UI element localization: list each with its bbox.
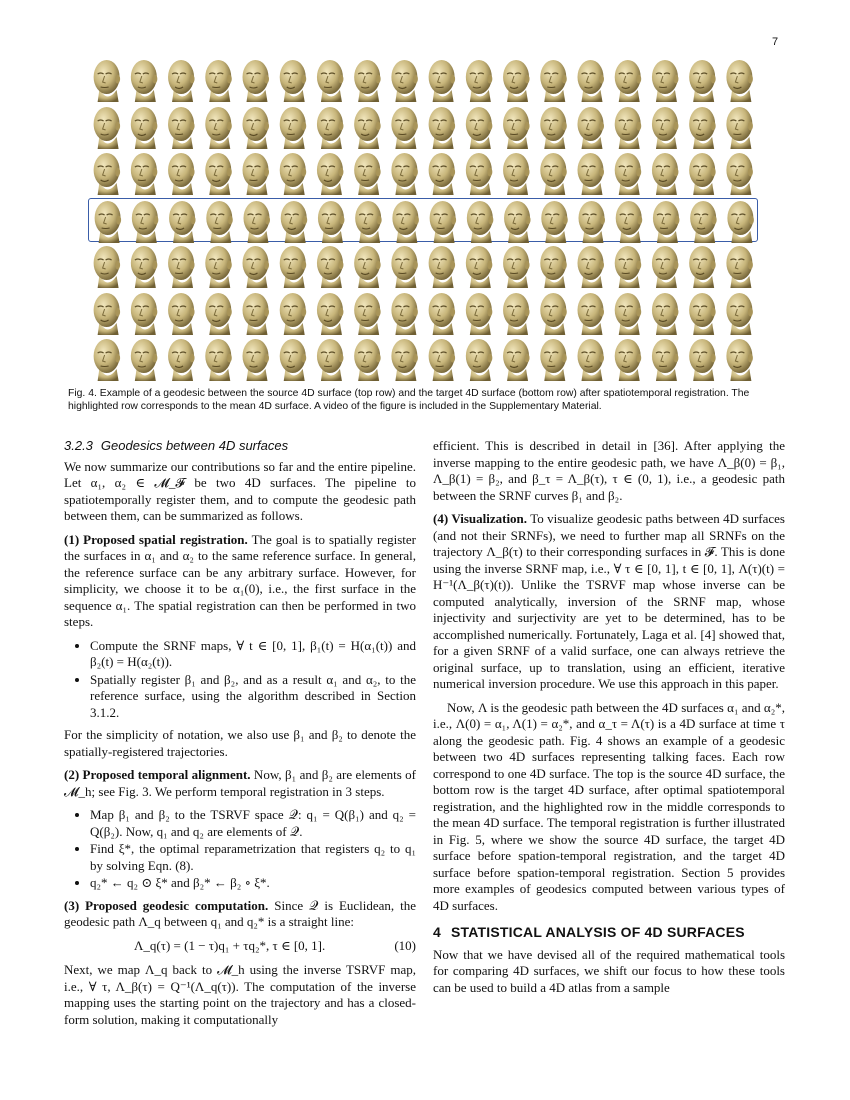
face-model [131, 339, 158, 381]
face-model [652, 153, 679, 195]
geodesic-figure [88, 58, 758, 380]
face-model [94, 153, 121, 195]
geodesic-computation-text: Since 𝒬 is Euclidean, the geodesic path Λ_q between q₁ and q₂* is a straight line: [64, 897, 416, 929]
face-model [541, 201, 568, 243]
face-model [466, 293, 493, 335]
temporal-alignment-heading: (2) Proposed temporal alignment. [64, 767, 251, 782]
face-model [280, 153, 307, 195]
face-model [467, 201, 494, 243]
face-model [689, 339, 716, 381]
face-model [727, 201, 754, 243]
face-model [280, 246, 307, 288]
face-model [131, 60, 158, 102]
face-model [168, 153, 195, 195]
face-model [354, 246, 381, 288]
face-model [466, 246, 493, 288]
list-item: • Compute the SRNF maps, ∀ t ∈ [0, 1], β₁(t) = H(α₁(t)) and β₂(t) = H(α₂(t)). [90, 638, 416, 671]
face-model [652, 339, 679, 381]
surface-row [88, 291, 758, 335]
head-row-graphic [88, 58, 758, 102]
face-model [578, 293, 605, 335]
face-model [689, 60, 716, 102]
face-model [726, 60, 753, 102]
face-model [391, 339, 418, 381]
face-model [205, 246, 232, 288]
face-model [579, 201, 606, 243]
face-model [205, 293, 232, 335]
face-model [429, 153, 456, 195]
right-column [433, 438, 785, 1003]
face-model [540, 60, 567, 102]
visualization-text: To visualize geodesic paths between 4D surfaces (and not their SRNFs), we need to further map all SRNFs on the trajectory Λ_β(τ) to their corresponding surfaces in 𝓕. This is done using the inverse SRNF map, i.e., ∀ τ ∈ [0, 1], t ∈ [0, 1], Λ(τ)(t) = H⁻¹(Λ_β(τ)(t)). Unlike the TSRVF map whose inverse can be computed analytically, inversion of the SRNF map, whose injectivity and surjectivity are yet to be determined, has to be accomplished numerically. Fortunately, Laga et al. [4] showed that, for a given SRNF of a valid surface, one can always retrieve the original surface, up to translation, using an efficient, iterative numerical inversion procedure. We use this approach in this paper. [433, 511, 785, 691]
page-number: 7 [772, 36, 779, 48]
spatial-registration-steps [64, 638, 416, 722]
visualization-paragraph [433, 511, 785, 693]
head-row-graphic [88, 151, 758, 195]
face-model [317, 107, 344, 149]
head-row-graphic [89, 199, 759, 243]
face-model [205, 153, 232, 195]
face-model [168, 246, 195, 288]
temporal-alignment-steps [64, 807, 416, 892]
face-model [689, 153, 716, 195]
section-number: 4 [433, 924, 441, 940]
face-model [131, 153, 158, 195]
face-model [652, 60, 679, 102]
face-model [280, 293, 307, 335]
face-model [652, 293, 679, 335]
face-model [689, 107, 716, 149]
face-model [317, 339, 344, 381]
face-model [243, 246, 270, 288]
face-model [243, 153, 270, 195]
surface-row [88, 337, 758, 381]
face-model [354, 339, 381, 381]
face-model [503, 60, 530, 102]
face-model [354, 60, 381, 102]
face-model [243, 60, 270, 102]
face-model [466, 107, 493, 149]
face-model [317, 246, 344, 288]
face-model [391, 246, 418, 288]
face-model [689, 293, 716, 335]
notation-paragraph: For the simplicity of notation, we also use β₁ and β₂ to denote the spatially-registered trajectories. [64, 727, 416, 759]
face-model [168, 293, 195, 335]
face-model [540, 293, 567, 335]
spatial-registration-paragraph [64, 532, 416, 631]
face-model [318, 201, 345, 243]
list-item: • Find ξ*, the optimal reparametrization that registers q₂ to q₁ by solving Eqn. (8). [90, 841, 416, 874]
face-model [726, 153, 753, 195]
face-model [503, 107, 530, 149]
face-model [243, 293, 270, 335]
face-model [466, 339, 493, 381]
face-model [354, 293, 381, 335]
equation-number: (10) [394, 937, 416, 953]
face-model [205, 60, 232, 102]
face-model [131, 246, 158, 288]
face-model [429, 107, 456, 149]
face-model [430, 201, 457, 243]
spatial-registration-heading: (1) Proposed spatial registration. [64, 531, 248, 547]
face-model [615, 293, 642, 335]
temporal-alignment-paragraph [64, 767, 416, 800]
face-model [429, 60, 456, 102]
face-model [540, 246, 567, 288]
face-model [168, 107, 195, 149]
mean-surface-row [88, 198, 758, 242]
face-model [653, 201, 680, 243]
list-item: • Map β₁ and β₂ to the TSRVF space 𝒬: q₁ = Q(β₁) and q₂ = Q(β₂). Now, q₁ and q₂ are elements of 𝒬. [90, 807, 416, 840]
face-model [95, 201, 122, 243]
face-model [615, 246, 642, 288]
face-model [355, 201, 382, 243]
face-model [615, 339, 642, 381]
face-model [243, 107, 270, 149]
face-model [726, 339, 753, 381]
face-model [131, 107, 158, 149]
face-model [540, 339, 567, 381]
surface-row [88, 244, 758, 288]
face-model [726, 107, 753, 149]
surface-row [88, 58, 758, 102]
subsection-title: Geodesics between 4D surfaces [100, 438, 289, 453]
face-model [689, 246, 716, 288]
face-model [578, 246, 605, 288]
face-model [578, 60, 605, 102]
face-model [354, 153, 381, 195]
face-model [615, 60, 642, 102]
face-model [280, 107, 307, 149]
continued-paragraph: efficient. This is described in detail in [36]. After applying the inverse mapping to the entire geodesic path, we have Λ_β(0) = β₁, Λ_β(1) = β₂, and β_τ = Λ_β(τ), τ ∈ (0, 1), i.e., a geodesic path between the SRNF curves β₁ and β₂. [433, 438, 785, 503]
surface-row [88, 151, 758, 195]
subsection-number: 3.2.3 [64, 438, 93, 453]
face-model [615, 107, 642, 149]
face-model [652, 246, 679, 288]
temporal-alignment-text: Now, β₁ and β₂ are elements of 𝓜_h; see Fig. 3. We perform temporal registration in 3 steps. [64, 767, 416, 799]
face-model [392, 201, 419, 243]
face-model [244, 201, 271, 243]
head-row-graphic [88, 105, 758, 149]
face-model [503, 293, 530, 335]
section-title: STATISTICAL ANALYSIS OF 4D SURFACES [451, 924, 745, 940]
face-model [615, 153, 642, 195]
face-model [280, 60, 307, 102]
face-model [429, 339, 456, 381]
face-model [726, 293, 753, 335]
face-model [94, 107, 121, 149]
face-model [690, 201, 717, 243]
face-model [317, 153, 344, 195]
face-model [94, 60, 121, 102]
face-model [429, 246, 456, 288]
face-model [168, 339, 195, 381]
face-model [94, 246, 121, 288]
head-row-graphic [88, 337, 758, 381]
face-model [205, 107, 232, 149]
spatial-registration-text: The goal is to spatially register the surfaces in α₁ and α₂ to the same reference surface. In general, the reference surface can be any arbitrary surface. However, for simplicity, we choose it to be α₁(0), i.e., the first surface in the sequence α₁. The spatial registration can then be performed in two steps. [64, 531, 417, 629]
face-model [132, 201, 159, 243]
face-model [205, 339, 232, 381]
statistical-analysis-paragraph: Now that we have devised all of the required mathematical tools for comparing 4D surfaces, we shift our focus to how these tools can be used to build a 4D atlas from a sample [433, 946, 785, 995]
face-model [317, 60, 344, 102]
face-model [391, 107, 418, 149]
face-model [168, 60, 195, 102]
face-model [466, 60, 493, 102]
face-model [429, 293, 456, 335]
face-model [131, 293, 158, 335]
face-model [503, 153, 530, 195]
face-model [466, 153, 493, 195]
subsection-heading [64, 438, 416, 455]
list-item: • Spatially register β₁ and β₂, and as a result α₁ and α₂, to the reference surface, using the algorithm described in Section 3.1.2. [90, 672, 416, 722]
face-model [94, 339, 121, 381]
face-model [503, 246, 530, 288]
face-model [317, 293, 344, 335]
face-model [281, 201, 308, 243]
visualization-heading: (4) Visualization. [433, 511, 528, 526]
face-model [391, 153, 418, 195]
face-model [652, 107, 679, 149]
list-item: • q₂* ← q₂ ⊙ ξ* and β₂* ← β₂ ∘ ξ*. [90, 875, 416, 892]
face-model [504, 201, 531, 243]
surface-row [88, 105, 758, 149]
face-model [243, 339, 270, 381]
face-model [616, 201, 643, 243]
left-column [64, 438, 416, 1035]
geodesic-computation-paragraph [64, 898, 416, 931]
head-row-graphic [88, 291, 758, 335]
face-model [503, 339, 530, 381]
face-model [391, 60, 418, 102]
face-model [726, 246, 753, 288]
face-model [391, 293, 418, 335]
inverse-mapping-paragraph: Next, we map Λ_q back to 𝓜_h using the inverse TSRVF map, i.e., ∀ τ, Λ_β(τ) = Q⁻¹(Λ_q(τ)). The computation of the inverse mapping uses the starting point on the trajectory and has a closed-form solution, making it computationally [64, 962, 416, 1027]
head-row-graphic [88, 244, 758, 288]
face-model [540, 107, 567, 149]
figure-caption: Fig. 4. Example of a geodesic between the source 4D surface (top row) and the target 4D surface (bottom row) after spatiotemporal registration. The highlighted row corresponds to the mean 4D surface. A video of the figure is included in the Supplementary Material. [68, 388, 750, 412]
geodesic-computation-heading: (3) Proposed geodesic computation. [64, 897, 269, 913]
face-model [578, 153, 605, 195]
face-model [280, 339, 307, 381]
equation-body: Λ_q(τ) = (1 − τ)q₁ + τq₂*, τ ∈ [0, 1]. [134, 937, 326, 953]
face-model [169, 201, 196, 243]
face-model [578, 107, 605, 149]
face-model [578, 339, 605, 381]
face-model [540, 153, 567, 195]
face-model [94, 293, 121, 335]
geodesic-example-paragraph: Now, Λ is the geodesic path between the 4D surfaces α₁ and α₂*, i.e., Λ(0) = α₁, Λ(1) = α₂*, and α_τ = Λ(τ) is a 4D surface at time τ along the geodesic path. Fig. 4 shows an example of a geodesic between two 4D surfaces representing talking faces. Each row correspond to one 4D surface. The top is the source 4D surface, the bottom row is the target 4D surface, after optimal spatiotemporal registration, and the highlighted row in the middle corresponds to the mean 4D surface. The temporal registration is further illustrated in Fig. 5, where we show the source 4D surface, the target 4D surface before spation-temporal registration, and the target 4D surface before spation-temporal registration. Section 5 provides more examples of geodesics computed between various types of 4D surfaces. [433, 699, 785, 913]
section-heading [433, 924, 785, 941]
equation-10 [64, 938, 416, 955]
intro-paragraph: We now summarize our contributions so far and the entire pipeline. Let α₁, α₂ ∈ 𝓜_𝓕 be two 4D surfaces. The pipeline to spatiotemporally register them, and to compute the geodesic path between them, can be summarized as follows. [64, 458, 416, 523]
face-model [354, 107, 381, 149]
face-model [206, 201, 233, 243]
